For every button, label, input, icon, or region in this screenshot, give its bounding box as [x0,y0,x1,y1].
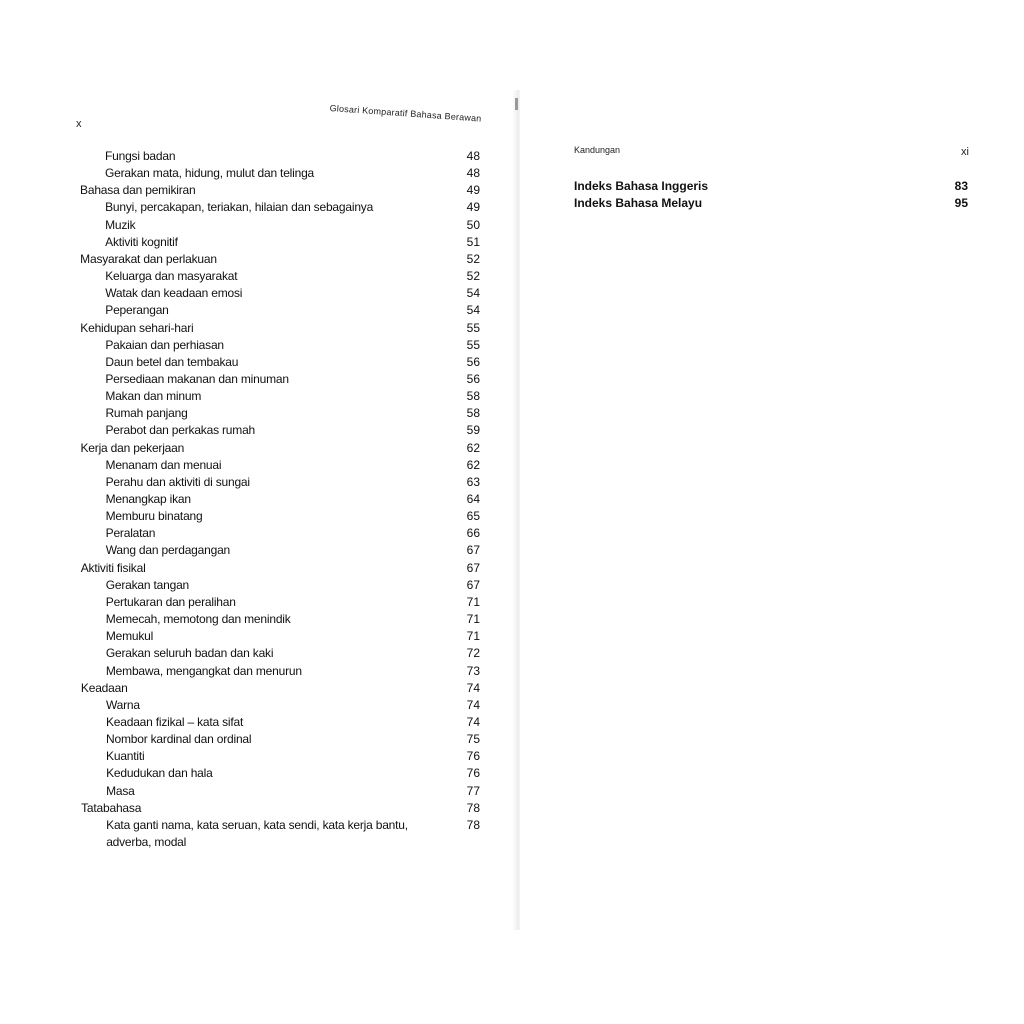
toc-page-number: 48 [466,166,480,181]
toc-entry: Gerakan tangan [105,577,190,592]
toc-section-heading: Aktiviti fisikal [80,560,146,575]
toc-entry: Membawa, mengangkat dan menurun [105,663,302,678]
toc-page-number: 65 [466,509,480,524]
toc-page-number: 74 [466,714,480,729]
toc-entry: Peralatan [105,526,156,541]
toc-entry: adverba, modal [106,834,187,849]
toc-entry-index-english: Indeks Bahasa Inggeris [574,179,709,193]
toc-page-number: 67 [466,543,480,558]
toc-page-number: 76 [466,766,480,781]
toc-page-number: 78 [466,800,480,815]
toc-section-heading: Tatabahasa [81,800,142,815]
toc-page-number: 71 [466,594,480,609]
toc-page-number: 58 [466,389,480,404]
toc-entry: Makan dan minum [105,389,202,404]
toc-page-number: 74 [466,680,480,695]
toc-page-number: 56 [466,371,480,386]
toc-entry: Keadaan fizikal – kata sifat [105,714,244,729]
toc-entry: Pertukaran dan peralihan [105,594,236,609]
toc-page-number: 49 [466,183,480,198]
toc-entry: Keluarga dan masyarakat [105,269,238,284]
toc-entry: Pakaian dan perhiasan [105,337,224,352]
toc-entry: Warna [105,697,140,712]
toc-page-number: 52 [466,269,480,284]
toc-entry: Kedudukan dan hala [106,766,213,781]
running-head: Kandungan [574,145,621,155]
toc-page-number: 73 [466,663,480,678]
toc-entry: Memukul [105,629,154,644]
toc-page-number: 66 [466,526,480,541]
toc-page-number: 83 [954,179,968,193]
toc-entry: Wang dan perdagangan [105,543,231,558]
toc-entry: Persediaan makanan dan minuman [105,371,289,386]
toc-page-number: 71 [466,629,480,644]
toc-page-number: 54 [466,303,480,318]
toc-page-number: 78 [466,817,480,832]
toc-entry: Memecah, memotong dan menindik [105,612,291,627]
toc-page-number: 50 [466,217,480,232]
toc-page-number: 48 [466,149,480,163]
toc-entry: Masa [106,783,135,798]
toc-entry: Watak dan keadaan emosi [105,286,243,301]
toc-entry: Nombor kardinal dan ordinal [106,732,252,747]
toc-page-number: 64 [466,492,480,506]
toc-page-number: 67 [466,577,480,592]
toc-page-number: 55 [466,320,480,335]
toc-page-number: 95 [954,196,968,210]
running-head: Glosari Komparatif Bahasa Berawan [329,103,482,124]
page-folio: xi [961,146,969,158]
toc-entry: Perahu dan aktiviti di sungai [105,474,250,489]
toc-page-number: 59 [466,423,480,438]
toc-section-heading: Bahasa dan pemikiran [80,183,196,198]
toc-page-number: 52 [466,251,480,266]
page-folio: x [76,118,82,130]
toc-page-number: 55 [466,337,480,352]
toc-section-heading: Kehidupan sehari-hari [80,320,194,335]
toc-section-heading: Masyarakat dan perlakuan [80,251,217,266]
toc-page-number: 75 [466,732,480,747]
toc-entry: Peperangan [105,303,169,318]
toc-page-number: 62 [466,440,480,455]
toc-page-number: 56 [466,354,480,369]
toc-entry: Rumah panjang [105,406,188,421]
toc-entry: Kata ganti nama, kata seruan, kata sendi, kata kerja bantu, [106,817,408,832]
toc-page-number: 49 [466,200,480,215]
toc-page-number: 74 [466,697,480,712]
toc-page-number: 54 [466,286,480,301]
toc-page-number: 76 [466,749,480,764]
toc-page-number: 51 [466,234,480,249]
toc-section-heading: Kerja dan pekerjaan [80,440,185,455]
toc-page-number: 72 [466,646,480,661]
toc-entry-index-malay: Indeks Bahasa Melayu [574,196,703,210]
toc-page-number: 62 [466,457,480,472]
toc-section-heading: Keadaan [80,680,128,695]
toc-page-number: 63 [466,474,480,489]
toc-entry: Memburu binatang [105,509,203,524]
toc-entry: Perabot dan perkakas rumah [105,423,256,438]
toc-entry: Gerakan seluruh badan dan kaki [105,646,274,661]
toc-entry: Daun betel dan tembakau [105,354,239,369]
toc-entry: Bunyi, percakapan, teriakan, hilaian dan sebagainya [105,200,374,215]
toc-entry: Kuantiti [106,749,145,764]
toc-page-number: 58 [466,406,480,421]
toc-entry: Muzik [105,217,136,232]
toc-page-number: 71 [466,612,480,627]
toc-page-number: 67 [466,560,480,575]
toc-entry: Menanam dan menuai [105,457,222,472]
toc-entry: Menangkap ikan [105,492,191,506]
toc-entry: Fungsi badan [105,149,176,163]
toc-entry: Aktiviti kognitif [105,234,178,249]
toc-page-number: 77 [466,783,480,798]
gutter-mark [515,98,518,110]
toc-entry: Gerakan mata, hidung, mulut dan telinga [105,166,315,181]
